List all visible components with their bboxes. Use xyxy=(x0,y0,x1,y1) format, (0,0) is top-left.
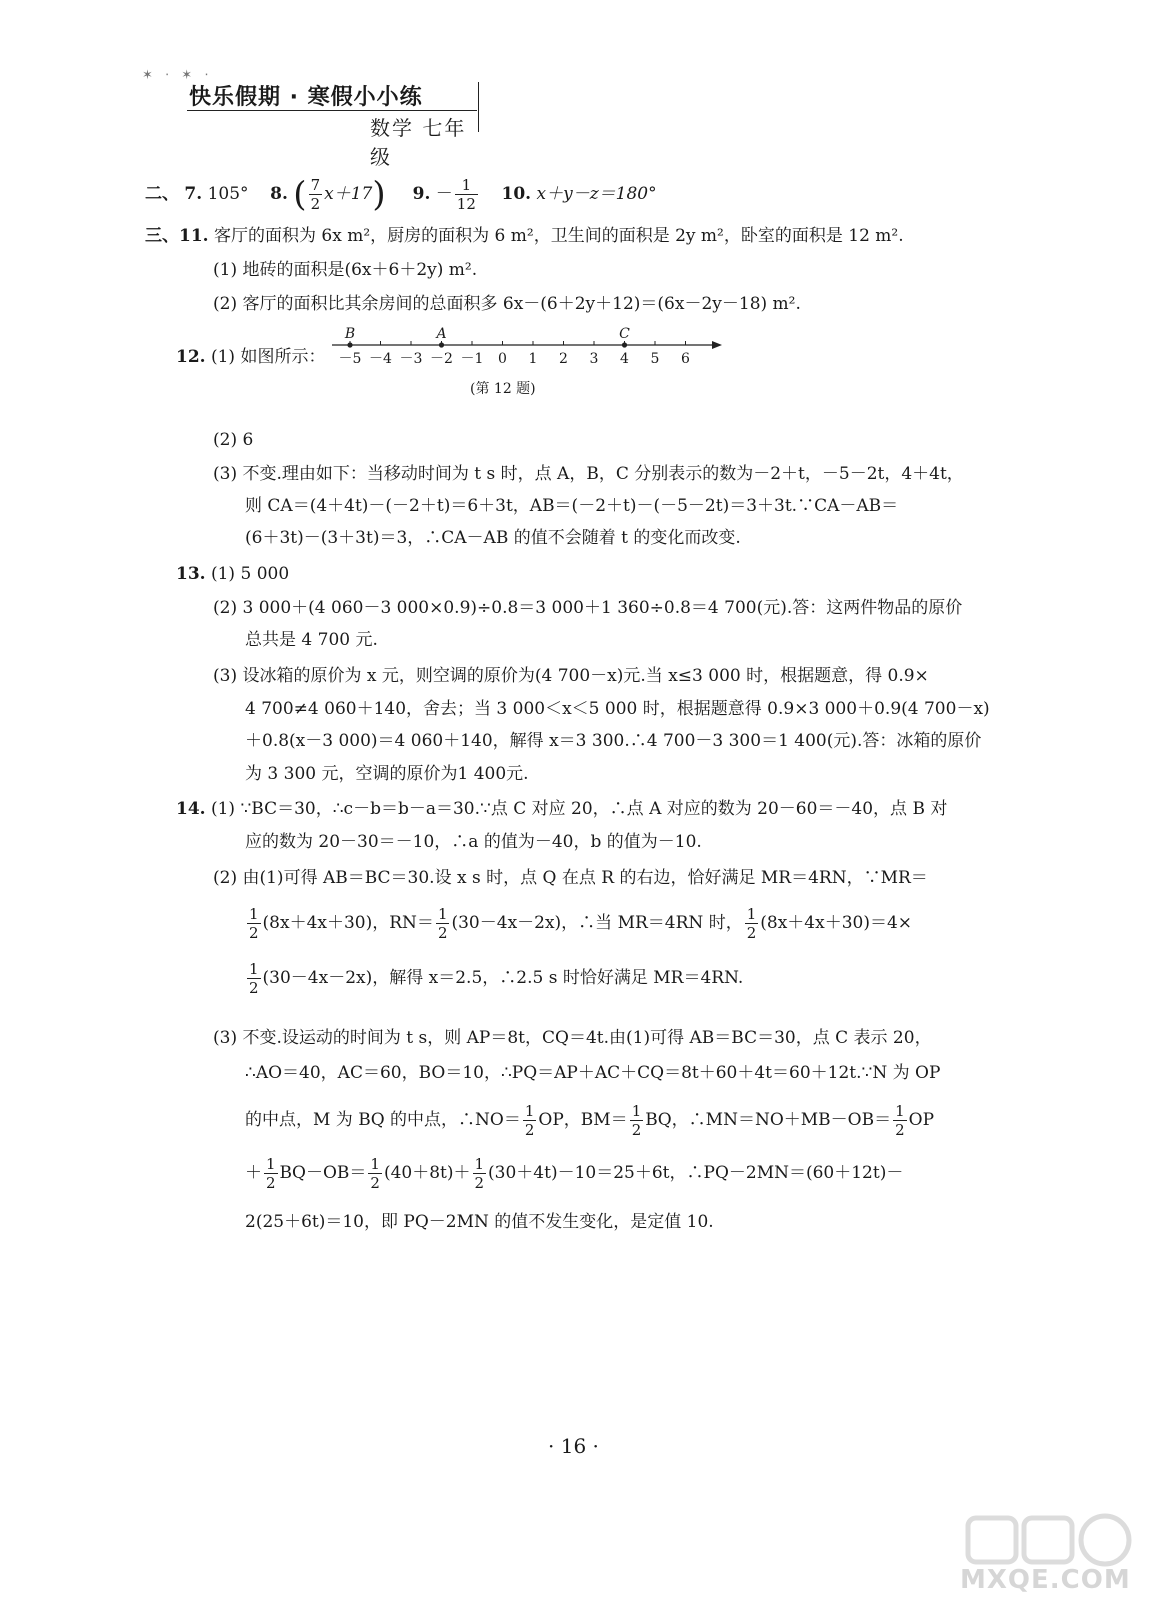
header-bar xyxy=(478,82,479,132)
q8-number: 8. xyxy=(270,184,288,204)
number-line-point xyxy=(347,342,352,347)
number-line-tick-label: －1 xyxy=(460,351,484,367)
q14-part1-line2: 应的数为 20－30＝－10，∴a 的值为－40，b 的值为－10. xyxy=(245,832,702,852)
number-line-tick-label: －3 xyxy=(399,351,423,367)
q11-part1: (1) 地砖的面积是(6x＋6＋2y) m². xyxy=(213,260,478,280)
number-line-point-label: A xyxy=(436,326,447,342)
number-line-point xyxy=(622,342,627,347)
q13-part1 xyxy=(176,562,289,586)
number-line-point-label: C xyxy=(619,326,630,342)
q11-number: 11. xyxy=(179,226,209,246)
header-rule xyxy=(187,110,477,111)
q10-number: 10. xyxy=(501,184,532,204)
q12-part2: (2) 6 xyxy=(213,430,254,450)
q13-part1-text: (1) 5 000 xyxy=(210,564,290,584)
q13-part3-line1: (3) 设冰箱的原价为 x 元，则空调的原价为(4 700－x)元.当 x≤3 000 时，根据题意，得 0.9× xyxy=(213,666,929,686)
number-line-tick-label: －2 xyxy=(430,351,453,367)
q13-part3-line3: ＋0.8(x－3 000)＝4 060＋140，解得 x＝3 300.∴4 700－3 300＝1 400(元).答：冰箱的原价 xyxy=(245,731,982,751)
q8-answer: x＋17 xyxy=(324,184,373,204)
q14-part3-line1: (3) 不变.设运动的时间为 t s，则 AP＝8t，CQ＝4t.由(1)可得 AB＝BC＝30，点 C 表示 20， xyxy=(213,1028,932,1048)
q14-part2-line3: $\frac{1}{2}$ (30－4x－2x)，解得 x＝2.5，∴2.5 s 时恰好满足 MR＝4RN. xyxy=(249,960,744,997)
q10-answer: x＋y－z＝180° xyxy=(536,184,657,204)
q14-part2-line1: (2) 由(1)可得 AB＝BC＝30.设 x s 时，点 Q 在点 R 的右边，恰好满足 MR＝4RN，∵MR＝ xyxy=(213,868,928,888)
q12-part3-line3: (6＋3t)－(3＋3t)＝3，∴CA－AB 的值不会随着 t 的变化而改变. xyxy=(245,528,741,548)
q7-answer: 105° xyxy=(207,184,249,204)
q14-number: 14. xyxy=(176,799,206,819)
section-label: 三、 xyxy=(145,226,179,246)
q8-fraction: $\frac{7}{2}$ xyxy=(310,176,321,213)
q12-part3-line1: (3) 不变.理由如下：当移动时间为 t s 时，点 A，B，C 分别表示的数为－2＋t，－5－2t，4＋4t， xyxy=(213,464,964,484)
q13-part2-line2: 总共是 4 700 元. xyxy=(245,630,378,650)
page-header xyxy=(142,62,487,169)
q14-part2-line2: $\frac{1}{2}$ (8x＋4x＋30)，RN＝ $\frac{1}{2}$ (30－4x－2x)，∴当 MR＝4RN 时， $\frac{1}{2}$ (8x＋4x＋30)＝4× xyxy=(249,905,913,942)
number-line-tick-label: 2 xyxy=(559,351,568,367)
q11-intro xyxy=(145,224,904,248)
book-title: 快乐假期 · 寒假小小练 xyxy=(189,85,423,110)
q13-part3-line4: 为 3 300 元，空调的原价为1 400元. xyxy=(245,764,529,784)
number-line xyxy=(330,323,730,373)
number-line-arrow xyxy=(712,341,722,349)
number-line-point-label: B xyxy=(344,326,356,342)
q14-part3-line2: ∴AO＝40，AC＝60，BO＝10，∴PQ＝AP＋AC＋CQ＝8t＋60＋4t＝60＋12t.∵N 为 OP xyxy=(245,1063,941,1083)
q12-part1-label: (1) 如图所示： xyxy=(210,347,326,367)
q13-number: 13. xyxy=(176,564,206,584)
section-label: 二、 xyxy=(145,184,179,204)
q12-number: 12. xyxy=(176,347,206,367)
decorative-stars: ✶ ⋅ ✶ ⋅ xyxy=(142,68,213,83)
q14-part3-line5: 2(25＋6t)＝10，即 PQ－2MN 的值不发生变化，是定值 10. xyxy=(245,1212,714,1232)
q9-fraction: $\frac{1}{12}$ xyxy=(456,176,476,213)
q9-sign: － xyxy=(435,184,453,204)
q14-part1-text: (1) ∵BC＝30，∴c－b＝b－a＝30.∵点 C 对应 20，∴点 A 对应的数为 20－60＝－40，点 B 对 xyxy=(210,799,948,819)
number-line-tick-label: 1 xyxy=(528,351,538,367)
q11-part2: (2) 客厅的面积比其余房间的总面积多 6x－(6＋2y＋12)＝(6x－2y－18) m². xyxy=(213,294,801,314)
q12-part1 xyxy=(176,345,325,369)
q11-text: 客厅的面积为 6x m²，厨房的面积为 6 m²，卫生间的面积是 2y m²，卧室的面积是 12 m². xyxy=(213,226,904,246)
watermark-text: MXQE.COM xyxy=(960,1565,1131,1595)
q7-number: 7. xyxy=(184,184,203,204)
q13-part3-line2: 4 700≠4 060＋140，舍去；当 3 000＜x＜5 000 时，根据题意得 0.9×3 000＋0.9(4 700－x) xyxy=(245,699,990,719)
q14-part3-line3: 的中点，M 为 BQ 的中点，∴NO＝ $\frac{1}{2}$ OP，BM＝ $\frac{1}{2}$ BQ，∴MN＝NO＋MB－OB＝ $\frac{1}{2}$ OP xyxy=(245,1102,935,1139)
q12-part3-line2: 则 CA＝(4＋4t)－(－2＋t)＝6＋3t，AB＝(－2＋t)－(－5－2t)＝3＋3t.∵CA－AB＝ xyxy=(245,496,899,516)
figure-caption: (第 12 题) xyxy=(470,381,536,397)
q13-part2-line1: (2) 3 000＋(4 060－3 000×0.9)÷0.8＝3 000＋1 360÷0.8＝4 700(元).答：这两件物品的原价 xyxy=(213,598,963,618)
number-line-tick-label: 6 xyxy=(681,351,690,367)
section-two-line: 二、 7. 105° 8. ( $\frac{7}{2}$ x＋17) 9. － $\frac{1}{12}$ 10. x＋y－z＝180° xyxy=(145,174,657,215)
q14-part3-line4: ＋ $\frac{1}{2}$ BQ－OB＝ $\frac{1}{2}$ (40＋8t)＋ $\frac{1}{2}$ (30＋4t)－10＝25＋6t，∴PQ－2MN＝(60＋12t)－ xyxy=(245,1155,904,1192)
number-line-tick-label: 3 xyxy=(589,351,599,367)
number-line-tick-label: －4 xyxy=(369,351,392,367)
number-line-tick-label: 4 xyxy=(620,351,629,367)
number-line-tick-label: －5 xyxy=(338,351,362,367)
number-line-tick-label: 5 xyxy=(650,351,660,367)
number-line-point xyxy=(439,342,444,347)
q14-part1-line1 xyxy=(176,797,947,821)
book-subtitle: 数学 七年级 xyxy=(370,116,467,169)
number-line-tick-label: 0 xyxy=(498,351,507,367)
page-number: · 16 · xyxy=(548,1434,599,1458)
q9-number: 9. xyxy=(412,184,431,204)
